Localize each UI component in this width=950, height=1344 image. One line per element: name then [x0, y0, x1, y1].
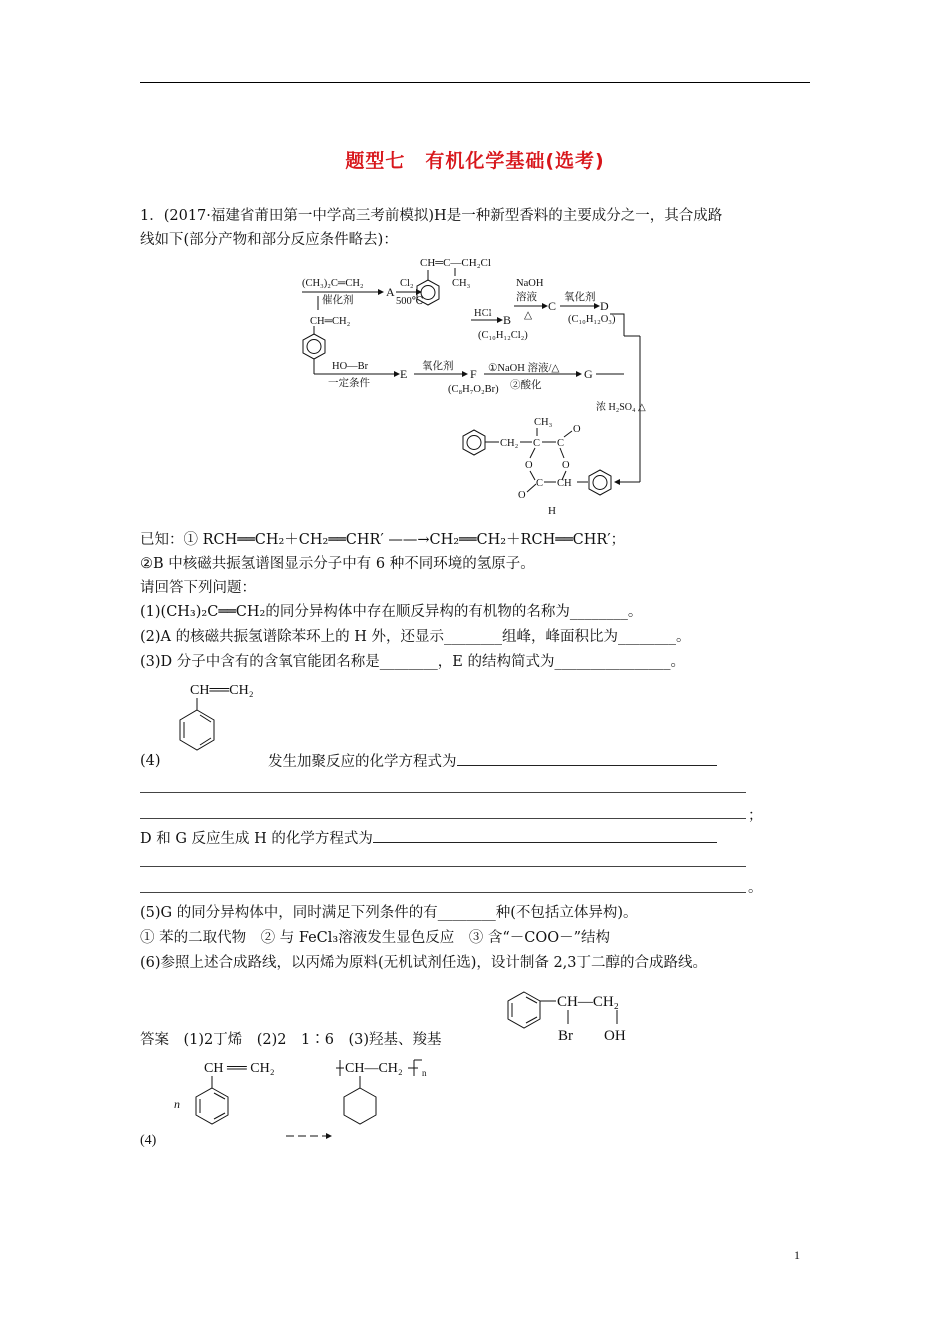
- svg-text:CH₂: CH₂: [500, 438, 519, 449]
- cl2-label: Cl₂: [400, 278, 414, 289]
- svg-text:O: O: [562, 460, 570, 471]
- svg-text:CH: CH: [557, 478, 572, 489]
- hobr-label: HO—Br: [332, 361, 369, 372]
- question-intro-line2: 线如下(部分产物和部分反应条件略去)：: [140, 232, 398, 248]
- compound-a-top: CH═C—CH₂Cl: [420, 257, 491, 269]
- question-intro-line1: 1．(2017·福建省莆田第一中学高三考前模拟)H是一种新型香料的主要成分之一，其合成路: [140, 208, 723, 224]
- product-h-structure: [463, 417, 611, 517]
- svg-text:C: C: [557, 438, 565, 449]
- styrene-structure: [170, 680, 260, 770]
- polymer-label: CH—CH₂: [345, 1061, 403, 1076]
- page-number: 1: [794, 1248, 800, 1262]
- svg-text:O: O: [518, 490, 526, 501]
- benzene-ring-styrene: [303, 326, 325, 359]
- svg-text:C: C: [536, 478, 544, 489]
- hcl-label: HCl: [474, 308, 492, 319]
- answer-text: 答案 (1)2丁烯 (2)2 1∶6 (3)羟基、羧基: [140, 1032, 442, 1048]
- svg-text:C: C: [533, 438, 541, 449]
- question-4-label: (4): [140, 753, 161, 769]
- answer-line[interactable]: [140, 792, 746, 793]
- answer-line[interactable]: [140, 866, 746, 867]
- page-title: 题型七 有机化学基础(选考): [345, 150, 605, 172]
- heat-label: △: [524, 310, 533, 321]
- f-formula: (C₈H₇O₂Br): [448, 384, 499, 395]
- n-coefficient: n: [174, 1097, 180, 1111]
- acidify-label: ②酸化: [510, 380, 542, 391]
- temp-label: 500℃: [396, 296, 424, 307]
- compound-e-structure: [502, 984, 652, 1052]
- answer-blank[interactable]: [457, 751, 717, 766]
- solution-label: 溶液: [516, 292, 537, 303]
- header-rule: [140, 82, 810, 83]
- svg-text:CH₃: CH₃: [534, 417, 553, 428]
- question-5-conditions: ① 苯的二取代物 ② 与 FeCl₃溶液发生显色反应 ③ 含“－COO－”结构: [140, 930, 611, 946]
- question-4-prompt: 发生加聚反应的化学方程式为: [268, 754, 457, 770]
- question-4b-prompt: D 和 G 反应生成 H 的化学方程式为: [140, 831, 373, 847]
- naoh-step-label: ①NaOH 溶液/△: [488, 363, 560, 374]
- label-D: D: [600, 299, 609, 313]
- question-1: (1)(CH₃)₂C══CH₂的同分异构体中存在顺反异构的有机物的名称为________。: [140, 604, 643, 620]
- answer-line[interactable]: [140, 892, 746, 893]
- b-formula: (C₁₀H₁₂Cl₂): [478, 330, 528, 341]
- naoh-label: NaOH: [516, 278, 544, 289]
- known-condition-1: 已知：① RCH══CH₂＋CH₂══CHR′ ——→CH₂══CH₂＋RCH══CHR′；: [140, 532, 626, 548]
- label-C: C: [548, 299, 557, 313]
- question-4-text: [268, 751, 717, 772]
- question-5: (5)G 的同分异构体中，同时满足下列条件的有________种(不包括立体异构)。: [140, 905, 638, 921]
- answer-blank[interactable]: [373, 828, 717, 843]
- label-A: A: [386, 285, 395, 299]
- label-B: B: [503, 313, 512, 327]
- question-4b: [140, 828, 717, 849]
- label-E: E: [400, 367, 408, 381]
- period: 。: [748, 880, 763, 896]
- oxidant-label: 氧化剂: [564, 292, 596, 303]
- a4-label: (4): [140, 1133, 157, 1148]
- e-br-label: Br: [558, 1028, 573, 1044]
- polymer-chain-link: [340, 1076, 380, 1096]
- polymerization-equation: [140, 1052, 403, 1148]
- condition-label: 一定条件: [328, 378, 370, 389]
- monomer-label: CH ══ CH₂: [204, 1061, 275, 1076]
- known-condition-2: ②B 中核磁共振氢谱图显示分子中有 6 种不同环境的氢原子。: [140, 556, 535, 572]
- svg-text:CH══CH₂: CH══CH₂: [190, 683, 254, 698]
- svg-text:O: O: [525, 460, 533, 471]
- semicolon: ；: [748, 808, 763, 824]
- start-compound: (CH₃)₂C═CH₂: [302, 278, 364, 289]
- question-6: (6)参照上述合成路线，以丙烯为原料(无机试剂任选)，设计制备 2,3丁二醇的合成路线。: [140, 955, 708, 971]
- label-G: G: [584, 367, 593, 381]
- label-F: F: [470, 367, 477, 381]
- synthesis-route-scheme: [298, 257, 658, 520]
- svg-text:O: O: [573, 424, 581, 435]
- question-3: (3)D 分子中含有的含氧官能团名称是________，E 的结构简式为________________。: [140, 654, 685, 670]
- compound-a-ch3: CH₃: [452, 278, 471, 289]
- catalyst-label: 催化剂: [322, 295, 354, 306]
- question-2: (2)A 的核磁共振氢谱除苯环上的 H 外，还显示________组峰，峰面积比为________。: [140, 629, 691, 645]
- e-oh-label: OH: [604, 1028, 626, 1044]
- subscript-n: n: [422, 1068, 427, 1078]
- oxidant-label-2: 氧化剂: [422, 361, 454, 372]
- conc-h2so4-label: 浓 H₂SO₄ △: [596, 402, 646, 413]
- d-formula: (C₁₀H₁₂O₃): [568, 314, 616, 325]
- label-H: H: [548, 505, 556, 517]
- answer-line[interactable]: [140, 818, 746, 819]
- styrene-top: CH═CH₂: [310, 316, 351, 327]
- e-top-label: CH—CH₂: [557, 994, 619, 1010]
- polymer-bracket: [396, 1052, 476, 1092]
- prompt-text: 请回答下列问题：: [140, 580, 256, 596]
